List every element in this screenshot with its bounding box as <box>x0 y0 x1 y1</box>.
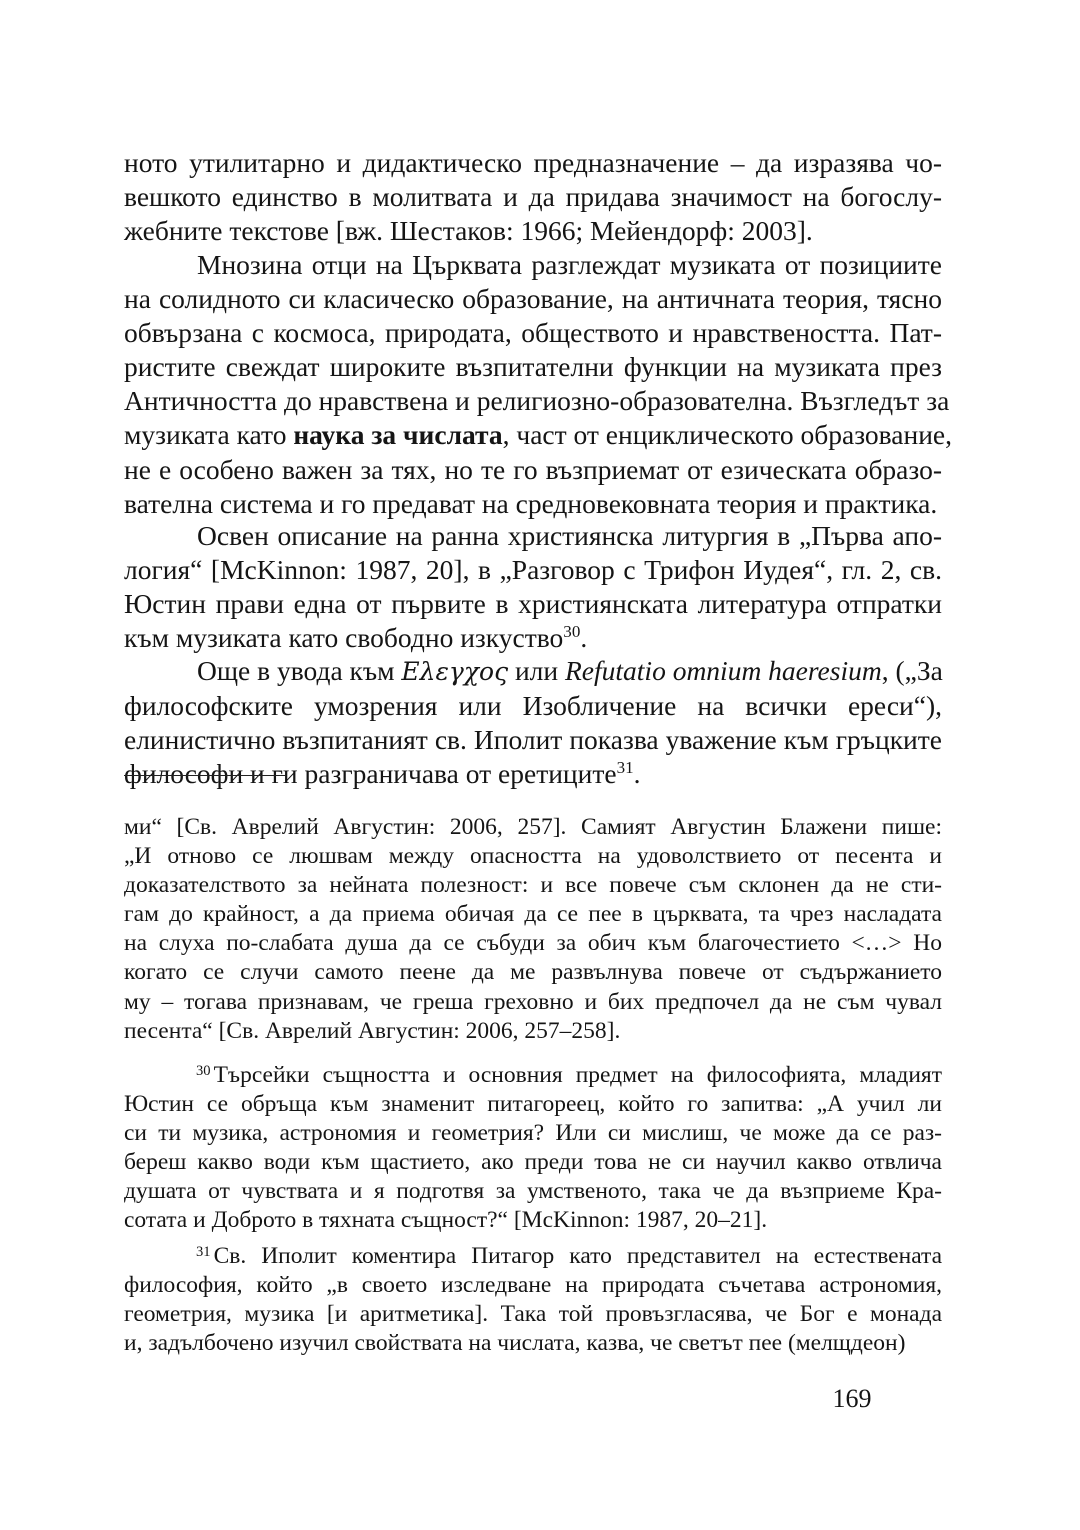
text-line: вателна система и го предават на средновековната теория и практика. <box>124 487 938 519</box>
text-line: елинистично възпитаният св. Иполит показва уважение към гръцките <box>124 724 942 756</box>
footnote-30 <box>124 1061 942 1236</box>
text-line <box>124 621 942 655</box>
footnote-line: и, задълбочено изучил свойствата на числата, казва, че светът пее (мелщдеон) <box>124 1330 906 1357</box>
paragraph-4 <box>124 654 942 791</box>
page-number: 169 <box>832 1384 872 1413</box>
footnote-line: сотата и Доброто в тяхната същност?“ [McKinnon: 1987, 20–21]. <box>124 1207 768 1234</box>
footnote-ref-31[interactable]: 31 <box>616 758 634 778</box>
text-segment: или <box>508 655 565 686</box>
footnote-separator <box>124 775 285 776</box>
text-line: Античността до нравствена и религиозно-образователна. Възгледът за <box>124 385 950 417</box>
text-line: логия“ [McKinnon: 1987, 20], в „Разговор с Трифон Иудея“, гл. 2, св. <box>124 554 942 586</box>
footnote-line: „И отново се люшвам между опасността на удоволствието от песента и <box>124 843 942 870</box>
text-line: философските умозрения или Изобличение на всички ереси“), <box>124 690 942 722</box>
footnote-line: Юстин се обръща към знаменит питагореец, който го запитва: „А учил ли <box>124 1091 942 1118</box>
text-segment: . <box>633 758 641 790</box>
text-line: жебните текстове [вж. Шестаков: 1966; Мейендорф: 2003]. <box>124 215 813 247</box>
text-segment: , („За <box>881 655 943 686</box>
text-line: Мнозина отци на Църквата разглеждат музиката от позициите <box>197 249 942 280</box>
footnote-31 <box>124 1242 942 1358</box>
text-segment: , част от енциклическото образование, <box>502 419 953 451</box>
footnote-number: 30 <box>196 1063 211 1080</box>
text-segment: . <box>580 622 588 654</box>
footnote-line: когато се случи самото пеене да ме развълнува повече от съдържанието <box>124 959 942 986</box>
footnote-line: ми“ [Св. Аврелий Августин: 2006, 257]. Самият Августин Блажени пише: <box>124 814 942 840</box>
footnote-line <box>124 1061 942 1090</box>
paragraph-1 <box>124 146 942 248</box>
text-segment: Още в увода към <box>197 655 402 686</box>
bold-term: наука за числата <box>293 419 503 451</box>
text-segment: Търсейки същността и основния предмет на философията, младият <box>213 1062 942 1088</box>
footnote-line: доказателството за нейната полезност: и все повече съм склонен да не сти- <box>124 872 942 899</box>
text-line: обвързана с космоса, природата, обществото и нравствеността. Пат- <box>124 317 942 349</box>
text-segment: философи и ги разграничава от еретиците <box>124 758 617 790</box>
text-segment: музиката като <box>124 419 294 451</box>
text-line: не е особено важен за тях, но те го възприемат от езическата образо- <box>124 453 942 485</box>
text-line <box>124 654 942 689</box>
paragraph-3 <box>124 519 942 655</box>
footnote-line: душата от чувствата и я подготвя за умственото, така че да възприеме Кра- <box>124 1178 942 1205</box>
text-segment: Св. Иполит коментира Питагор като представител на естествената <box>213 1243 942 1269</box>
footnote-continuation <box>124 813 942 1046</box>
text-line: вешкото единство в молитвата и да придава значимост на богослу- <box>124 181 942 213</box>
text-line: ристите свеждат широките възпитателни функции на музиката през <box>124 351 942 383</box>
footnote-ref-30[interactable]: 30 <box>563 622 581 642</box>
text-line: на солидното си класическо образование, на античната теория, тясно <box>124 283 942 315</box>
greek-title: Ελεγχος <box>401 657 509 686</box>
text-segment: към музиката като свободно изкуство <box>124 622 564 654</box>
footnote-line: си ти музика, астрономия и геометрия? Или си мислиш, че може да се раз- <box>124 1120 942 1147</box>
footnote-number: 31 <box>196 1244 211 1261</box>
footnote-line: философия, който „в своето изследване на природата съчетава астрономия, <box>124 1272 942 1299</box>
footnote-line: песента“ [Св. Аврелий Августин: 2006, 257–258]. <box>124 1017 621 1044</box>
text-line: ното утилитарно и дидактическо предназначение – да изразява чо- <box>124 147 942 178</box>
footnote-line: на слуха по-слабата душа да се събуди за обич към благочестието <…> Но <box>124 930 942 957</box>
paragraph-2 <box>124 248 953 521</box>
text-line <box>124 418 953 452</box>
footnote-line <box>124 1242 942 1271</box>
text-line: Юстин прави една от първите в християнската литература отпратки <box>124 588 942 620</box>
footnote-line: береш какво води към щастието, ако преди това не си научил какво отвлича <box>124 1149 942 1176</box>
text-line: Освен описание на ранна християнска литургия в „Първа апо- <box>197 520 942 551</box>
footnote-line: му – тогава признавам, че греша греховно и бих предпочел да не съм чувал <box>124 988 942 1015</box>
footnote-line: гам до крайност, а да приема обичая да се пее в църквата, та чрез насладата <box>124 901 942 928</box>
latin-title: Refutatio omnium haeresium <box>565 655 882 686</box>
footnote-line: геометрия, музика [и аритметика]. Така той провъзгласява, че Бог е монада <box>124 1301 942 1328</box>
